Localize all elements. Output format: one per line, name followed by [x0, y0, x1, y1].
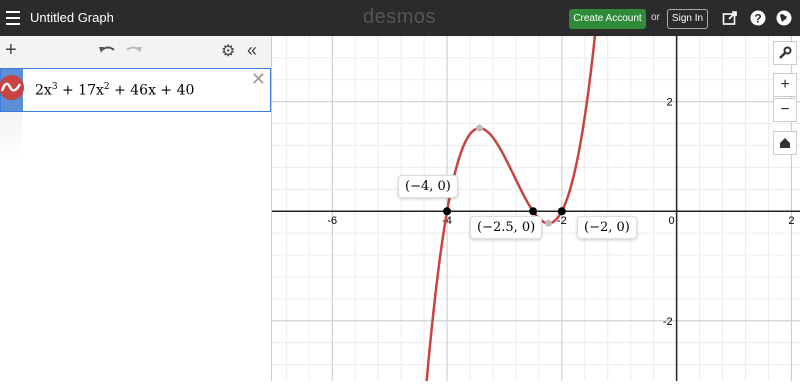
point-label[interactable]: (−2, 0) [577, 216, 637, 239]
extremum-point [476, 125, 483, 132]
expression-panel [0, 36, 272, 381]
redo-icon[interactable] [125, 44, 143, 58]
expression-row[interactable] [0, 68, 271, 112]
root-point [529, 207, 537, 215]
point-label[interactable]: (−4, 0) [398, 175, 458, 198]
share-icon[interactable] [722, 10, 738, 26]
graph-plot[interactable] [272, 36, 800, 381]
desmos-logo: desmos [363, 6, 437, 28]
x-tick-label: -2 [556, 215, 567, 228]
globe-icon[interactable] [776, 10, 792, 26]
or-text: or [651, 12, 660, 23]
y-tick-label: -2 [662, 315, 673, 328]
root-point [443, 207, 451, 215]
delete-expression-icon[interactable]: ✕ [250, 69, 266, 89]
sign-in-button[interactable]: Sign In [667, 9, 708, 29]
graph-title[interactable]: Untitled Graph [30, 10, 114, 25]
home-icon[interactable] [773, 131, 797, 155]
menu-icon[interactable] [6, 11, 20, 25]
undo-icon[interactable] [98, 44, 116, 58]
svg-text:?: ? [754, 11, 762, 26]
gear-icon[interactable]: ⚙ [221, 43, 236, 60]
graph-canvas[interactable] [272, 36, 800, 381]
expression-input[interactable]: $2x^3 + 17x^2 + 46x + 40$ [35, 82, 195, 99]
zoom-in-icon[interactable]: + [773, 73, 797, 97]
zoom-out-icon[interactable]: − [773, 98, 797, 122]
create-account-button[interactable]: Create Account [569, 9, 646, 29]
wrench-icon[interactable] [773, 41, 797, 65]
help-icon[interactable] [750, 10, 766, 26]
curve-color-icon[interactable] [0, 75, 24, 100]
root-point [558, 207, 566, 215]
point-label[interactable]: (−2.5, 0) [470, 216, 542, 239]
expression-toolbar [0, 36, 271, 69]
collapse-icon[interactable]: « [247, 40, 258, 60]
x-tick-label: 0 [668, 215, 675, 228]
add-icon[interactable]: + [5, 39, 17, 61]
x-tick-label: 2 [788, 215, 795, 228]
x-tick-label: -4 [442, 215, 452, 228]
x-tick-label: -6 [327, 215, 338, 228]
extremum-point [545, 220, 552, 227]
empty-expression-tab[interactable] [0, 112, 22, 160]
y-tick-label: 2 [666, 96, 673, 109]
top-bar [0, 0, 800, 36]
